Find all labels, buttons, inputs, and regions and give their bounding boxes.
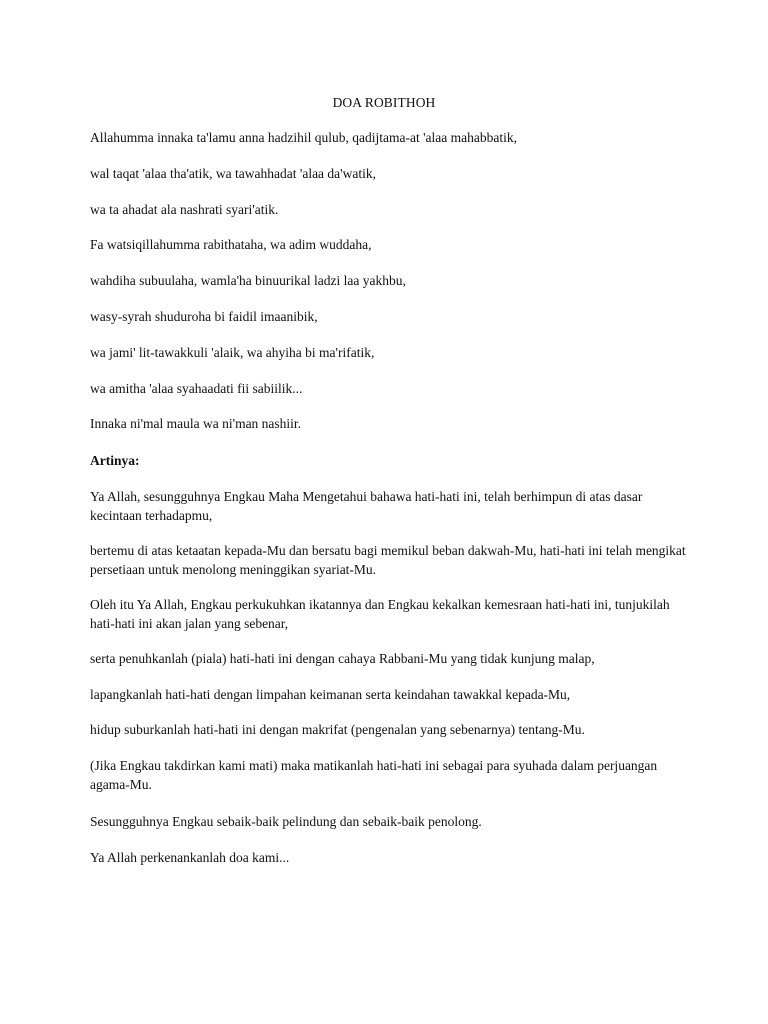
prayer-line: wa ta ahadat ala nashrati syari'atik. [90,202,279,217]
meaning-heading: Artinya: [90,453,140,468]
prayer-line: wa jami' lit-tawakkuli 'alaik, wa ahyiha bi ma'rifatik, [90,345,375,360]
prayer-line: wa amitha 'alaa syahaadati fii sabiilik... [90,381,303,396]
meaning-paragraph: Ya Allah perkenankanlah doa kami... [90,850,290,865]
prayer-line: Innaka ni'mal maula wa ni'man nashiir. [90,416,302,431]
meaning-paragraph: Ya Allah, sesungguhnya Engkau Maha Mengetahui bahawa hati-hati ini, telah berhimpun di atas dasar kecintaan terhadapmu, [90,489,643,523]
meaning-paragraph: Oleh itu Ya Allah, Engkau perkukuhkan ikatannya dan Engkau kekalkan kemesraan hati-hati ini, tunjukilah hati-hati ini akan jalan yang sebenar, [90,597,670,631]
meaning-paragraph: hidup suburkanlah hati-hati ini dengan makrifat (pengenalan yang sebenarnya) tentang-Mu. [90,722,585,737]
document-title: DOA ROBITHOH [332,95,436,110]
prayer-line: wasy-syrah shuduroha bi faidil imaanibik, [90,309,318,324]
prayer-line: Fa watsiqillahumma rabithataha, wa adim wuddaha, [90,237,372,252]
meaning-paragraph: Sesungguhnya Engkau sebaik-baik pelindung dan sebaik-baik penolong. [90,814,482,829]
prayer-line: wal taqat 'alaa tha'atik, wa tawahhadat 'alaa da'watik, [90,166,376,181]
meaning-paragraph: (Jika Engkau takdirkan kami mati) maka matikanlah hati-hati ini sebagai para syuhada dalam perjuangan agama-Mu. [90,758,658,792]
prayer-line: Allahumma innaka ta'lamu anna hadzihil qulub, qadijtama-at 'alaa mahabbatik, [90,130,517,145]
prayer-line: wahdiha subuulaha, wamla'ha binuurikal ladzi laa yakhbu, [90,273,406,288]
meaning-paragraph: lapangkanlah hati-hati dengan limpahan keimanan serta keindahan tawakkal kepada-Mu, [90,687,571,702]
meaning-paragraph: serta penuhkanlah (piala) hati-hati ini dengan cahaya Rabbani-Mu yang tidak kunjung malap, [90,651,595,666]
meaning-paragraph: bertemu di atas ketaatan kepada-Mu dan bersatu bagi memikul beban dakwah-Mu, hati-hati ini telah mengikat persetiaan untuk menolong meninggikan syariat-Mu. [90,543,686,577]
